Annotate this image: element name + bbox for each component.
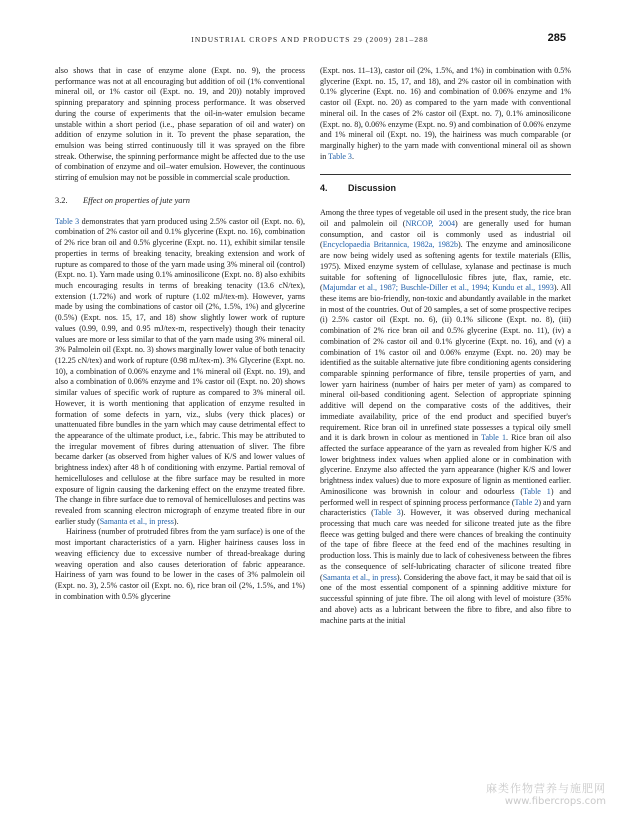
table-3-link[interactable]: Table 3 <box>328 151 352 161</box>
paragraph <box>320 66 571 162</box>
section-heading-3-2 <box>55 196 305 207</box>
left-column <box>55 66 305 603</box>
section-heading-discussion <box>320 174 571 194</box>
right-column <box>320 66 571 626</box>
table-2-link[interactable]: Table 2 <box>514 497 539 507</box>
paragraph-text: . <box>351 151 354 161</box>
paragraph-text: ). The enzyme and aminosilicone are now being widely used as softening agents for textile materials (Ellis, 1975). Mixed enzyme system of cellulase, xylanase and pectinase is much suitable for softening of lignocellulosic fibres jute, flax, ramie, etc. ( <box>320 240 572 293</box>
citation-link[interactable]: NRCOP, 2004 <box>405 218 456 228</box>
paragraph <box>55 217 305 528</box>
paragraph-text: ) and yarn characteristics ( <box>320 497 571 518</box>
table-3-link[interactable]: Table 3 <box>373 508 401 518</box>
citation-link[interactable]: Samanta et al., in press <box>322 572 397 582</box>
paragraph-text: ). All these items are bio-friendly, non-toxic and abundantly available in the market in most of the countries. Out of 20 samples, a set of some prospective recipes (i) 2.5% castor oil (Expt. no. 6), (ii) 0.1% silicone (Expt. no. 8), (iii) combination of 2% rice bran oil and 0.5% glycerine (Expt. no. 11), (iv) a combination of 2% castor oil and 0.1% glycerine (Expt. no. 16), and (v) a combination of 1% castor oil and 0.06% enzyme (Expt. no. 20) may be identified as the suitable alternative jute fibre conditioning agents considering comparable spinning performance of fibre, tensile properties of yarn, and lower yarn hairiness (number of hairs per meter of yarn) as compared to mineral oil-based conditioning agent. Selection of appropriate spinning additive will depend on the comparative costs of the additives, their immediate availability, price of the end product and specified buyer's requirement. Rice bran oil in unrefined state possesses a typical oily smell and it is dark brown in colour as mentioned in <box>320 283 571 443</box>
paragraph: also shows that in case of enzyme alone (Expt. no. 9), the process performance was not at all encouraging but addition of oil (1% conventional mineral oil, or 1% castor oil (Expt. no. 19, and 20)) notably improved spinning preparatory and spinning process performance. It was observed during the course of experiments that the oil-in-water emulsion became unstable within a short period (i.e., phase separation of oil and water) on addition of enzyme solution in it. To prevent the phase separation, the emulsion was being stirred continuously till it was sprayed on the fibre streak. Otherwise, the spinning performance might be affected due to the use of combination of enzyme and oil–water emulsion. However, the continuous stirring of emulsion may not be possible in commercial scale production. <box>55 66 305 183</box>
paragraph-text: . Rice bran oil also affected the surface appearance of the yarn as revealed from higher K/S and lower brightness index values when applied alone or in combination with glycerine. Enzyme also affected the yarn appearance (higher K/S and lower brightness index values) due to more exposure of lignin as mentioned earlier. Aminosilicone was brownish in colour and odourless ( <box>320 433 572 496</box>
journal-citation: INDUSTRIAL CROPS AND PRODUCTS 29 (2009) 281–288 <box>191 35 429 44</box>
citation-link[interactable]: Majumdar et al., 1987; Buschle-Diller et al., 1994; Kundu et al., 1993 <box>322 283 554 293</box>
section-title: Effect on properties of jute yarn <box>83 195 190 205</box>
paragraph-text: demonstrates that yarn produced using 2.5% castor oil (Expt. no. 6), combination of 2% castor oil and 0.1% glycerine (Expt. no. 16), combination of 2% rice bran oil and 0.5% glycerine (Expt. no. 11), exhibit similar tensile properties in terms of breaking tenacity, breaking extension and work of rupture as compared to those of the yarn made using 3% mineral oil (control) (Expt. no. 1). Yarn made using 0.1% aminosilicone (Expt. no. 8) also exhibits much encouraging results in terms of breaking tenacity (13.6 cN/tex), extension (1.72%) and work of rupture (1.02 mJ/tex-m). However, yarns made by using the combinations of castor oil (2%, 1.5%, 1%) and glycerine (0.5%) (Expt. nos. 15, 17, and 18) show slightly lower work of rupture values (0.99, 0.99, and 0.95 mJ/tex-m, respectively) though their tenacity values are more or less similar to that of the yarn made using 3% mineral oil. 3% Palmolein oil (Expt. no. 3) shows marginally lower value of both tenacity (12.25 cN/tex) and work of rupture (0.98 mJ/tex-m). 3% Glycerine (Expt. no. 10), a combination of 0.06% enzyme and 1% mineral oil (Expt. no. 19), and also a combination of 0.06% enzyme and 1% castor oil (Expt. no. 20) shows similar values of specific work of rupture as compared to 3% mineral oil. However, it is worth mentioning that application of enzyme resulted in formation of some defects in yarn, viz., slubs (very thick places) or unattenuated fibre bundles in the yarn which may cause detrimental effect to the appearance of the ultimate product, i.e., fabric. This may be attributed to the irregular movement of fibres during attenuation of sliver. The fibre became darker (as observed from higher values of K/S and lower values of brightness index) after 48 h of conditioning with enzyme. Partial removal of hemicelluloses and cellulose at the fibre surface may be resulted in more exposure of lignin causing the darkening effect on the enzyme treated fibre. The change in fibre surface due to removal of hemicelluloses and pectins was revealed from scanning electron micrograph of enzyme treated fibre in our earlier study ( <box>55 216 305 526</box>
section-number: 4. <box>320 183 328 194</box>
running-head <box>0 35 620 49</box>
paragraph-text: ). <box>173 516 179 526</box>
citation-link[interactable]: Encyclopaedia Britannica, 1982a, 1982b <box>322 240 458 250</box>
paragraph-text: ). However, it was observed during mechanical processing that much care was needed for silicone treated jute as the fibre fleece was getting bulged and there were chances of breaking the continuity of the tape of fibre fleece at the feed end of the machines resulting in production loss. This is mainly due to lack of cohesiveness between the fibres as the consequence of self-lubricating character of silicone treated fibre ( <box>320 508 572 582</box>
table-3-link[interactable]: Table 3 <box>55 216 80 226</box>
section-title: Discussion <box>348 183 397 194</box>
watermark-url: www.fibercrops.com <box>504 796 606 807</box>
watermark-title: 麻类作物营养与施肥网 <box>486 782 606 795</box>
paragraph <box>320 208 571 626</box>
citation-link[interactable]: Samanta et al., in press <box>99 516 174 526</box>
paragraph-text: ) and performed well in respect of spinning process performance ( <box>320 486 572 507</box>
page-number: 285 <box>547 32 566 44</box>
paragraph-text: (Expt. nos. 11–13), castor oil (2%, 1.5%, and 1%) in combination with 0.5% glycerine (Expt. no. 15, 17, and 18), and 2% castor oil in combination with 0.1% glycerine (Expt. no. 16) and combination of 0.06% enzyme and 1% castor oil (Expt. no. 20) as compared to the yarn made with conventional mineral oil. In the cases of 2% castor oil (Expt. no. 7), 0.1% aminosilicone (Expt. no. 8), 0.06% enzyme (Expt. no. 9) and combination of 0.06% enzyme and 1% mineral oil (Expt. no. 19), the hairiness was much comparable (or marginally higher) to the yarn made with conventional mineral oil as shown in <box>320 66 571 161</box>
section-number: 3.2. <box>55 195 68 205</box>
table-1-link[interactable]: Table 1 <box>523 486 551 496</box>
paragraph-text: ). Considering the above fact, it may be said that oil is one of the most essential component of a spinning additive mixture for successful spinning of jute fibre. The oil along with level of moisture (35% and above) acts as a lubricant between the fibre to fibre, and also fibre to machine parts at the initial <box>320 572 571 625</box>
paragraph: Hairiness (number of protruded fibres from the yarn surface) is one of the most important characteristics of a yarn. Higher hairiness causes loss in weaving efficiency due to excessive number of thread-breakage during weaving operation and also causes deterioration of fabric appearance. Hairiness of yarn was found to be lower in the cases of 3% palmolein oil (Expt. no. 3), 2.5% castor oil (Expt. no. 6), rice bran oil (2%, 1.5%, and 1%) in combination with 0.5% glycerine <box>55 527 305 601</box>
table-1-link[interactable]: Table 1 <box>481 433 507 443</box>
paragraph-text: Among the three types of vegetable oil used in the present study, the rice bran oil and palmolein oil ( <box>320 208 571 228</box>
paragraph-text: ) are generally used for human consumption, and castor oil is commonly used as industrial oil ( <box>320 218 572 250</box>
watermark <box>486 782 606 808</box>
